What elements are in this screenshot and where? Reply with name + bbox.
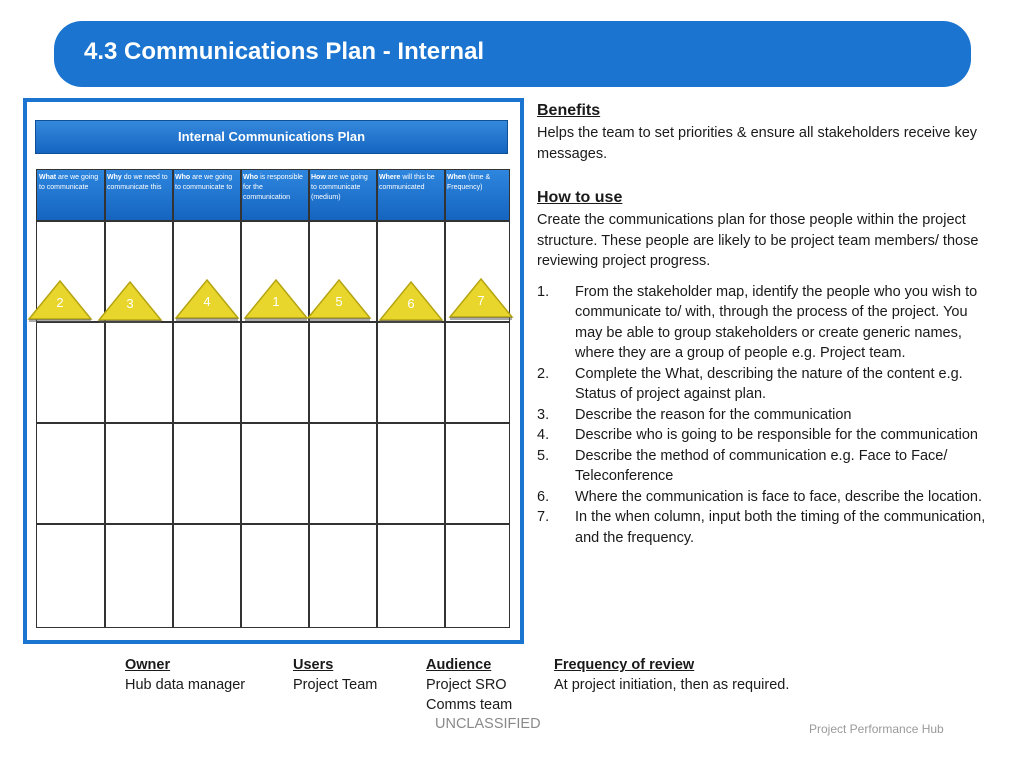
how-to-use-heading: How to use [537,189,623,206]
plan-grid [36,169,510,628]
list-item: 5. Describe the method of communication e.g. Face to Face/ Teleconference [537,447,948,484]
step-marker-1 [243,278,309,322]
step-marker-4 [174,278,240,322]
grid-column-line [308,170,310,627]
how-to-use-intro: Create the communications plan for those people within the project structure. These people are likely to be project team members/ those reviewing project progress. [537,212,979,269]
benefits-text: Helps the team to set priorities & ensure all stakeholders receive key messages. [537,125,978,162]
owner-value: Hub data manager [125,677,246,693]
step-marker-label: 5 [335,294,343,309]
benefits-heading: Benefits [537,102,601,119]
column-header-when: When (time & Frequency) [447,174,491,191]
column-header-who-responsible: Who is responsible for the communication [243,174,303,201]
page-title: 4.3 Communications Plan - Internal [84,38,485,65]
step-marker-label: 3 [126,296,134,311]
column-header-where: Where will this be communicated [379,174,435,191]
step-marker-label: 1 [272,294,280,309]
list-item: 3. Describe the reason for the communication [537,406,852,423]
instructions-panel [537,101,997,548]
column-header-what: What are we going to communicate [39,174,99,191]
step-marker-label: 6 [407,296,415,311]
steps-list [537,282,997,549]
grid-column-line [376,170,378,627]
list-item: 1. From the stakeholder map, identify the people who you wish to communicate to/ with, through the process of the project. You may be able to group stakeholders or create generic names, where they are a group of people e.g. Project team. [537,283,978,361]
frequency-value: At project initiation, then as required. [554,677,790,693]
step-marker-7 [448,277,514,321]
list-item: 7. In the when column, input both the timing of the communication, and the frequency. [537,509,986,546]
audience-block [426,655,512,715]
frequency-block [554,655,789,695]
title-bar [54,21,971,87]
step-marker-2 [27,279,93,323]
users-value: Project Team [293,677,378,693]
step-marker-3 [97,280,163,324]
step-marker-label: 2 [56,295,64,310]
grid-row-line [37,422,509,424]
step-marker-label: 4 [203,294,211,309]
frequency-label: Frequency of review [554,657,695,673]
step-marker-6 [378,280,444,324]
users-label: Users [293,657,334,673]
step-marker-label: 7 [477,293,485,308]
owner-block [125,655,245,695]
grid-column-line [444,170,446,627]
audience-value: Comms team [426,697,513,713]
users-block [293,655,377,695]
grid-column-line [172,170,174,627]
template-preview [23,98,524,644]
grid-row-line [37,523,509,525]
column-header-why: Why do we need to communicate this [107,174,168,191]
column-header-who-to: Who are we going to communicate to [175,174,233,191]
column-header-row [37,170,509,220]
grid-column-line [104,170,106,627]
owner-label: Owner [125,657,171,673]
list-item: 4. Describe who is going to be responsible for the communication [537,427,978,443]
column-header-how: How are we going to communicate (medium) [311,174,368,201]
list-item: 2. Complete the What, describing the nature of the content e.g. Status of project against plan. [537,365,963,402]
classification-label: UNCLASSIFIED [435,716,541,732]
grid-row-line [37,220,509,222]
step-marker-5 [306,278,372,322]
grid-column-line [240,170,242,627]
plan-header: Internal Communications Plan [35,120,508,154]
list-item: 6. Where the communication is face to face, describe the location. [537,488,983,505]
audience-value: Project SRO [426,677,507,693]
footer-brand: Project Performance Hub [809,722,944,736]
audience-label: Audience [426,657,492,673]
